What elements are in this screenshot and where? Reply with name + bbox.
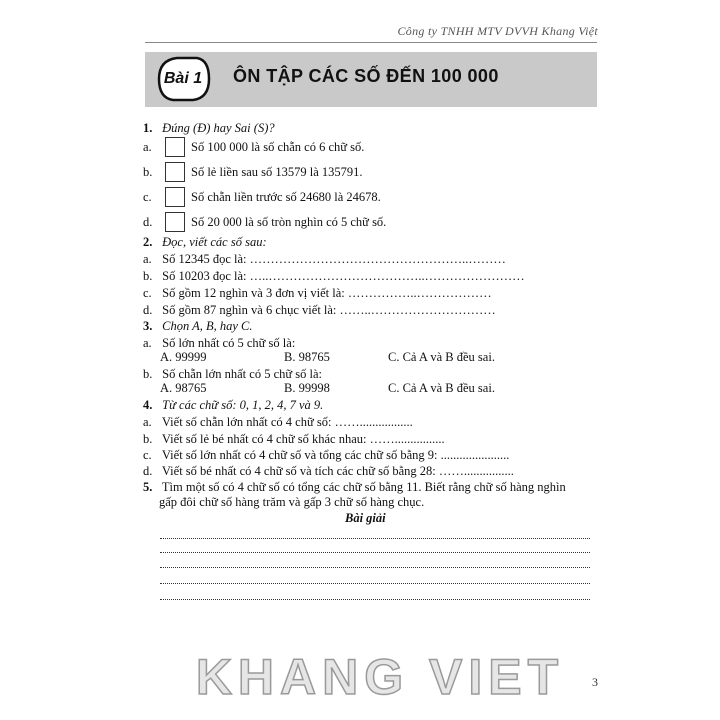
q4-item-c: c. Viết số lớn nhất có 4 chữ số và tổng các chữ số bằng 9: ...................... — [143, 448, 510, 462]
q1-heading: 1. Đúng (Đ) hay Sai (S)? — [143, 121, 275, 135]
q3b-option-c[interactable]: C. Cả A và B đều sai. — [388, 381, 495, 395]
q1-item-c: c. Số chẵn liền trước số 24680 là 24678. — [143, 188, 381, 208]
q4-heading: 4. Từ các chữ số: 0, 1, 2, 4, 7 và 9. — [143, 398, 324, 412]
q2-item-c: c. Số gồm 12 nghìn và 3 đơn vị viết là: ……………..……………… — [143, 286, 492, 300]
q3a-option-b[interactable]: B. 98765 — [284, 350, 330, 364]
answer-line[interactable] — [160, 538, 590, 539]
publisher-header: Công ty TNHH MTV DVVH Khang Việt — [397, 24, 598, 38]
q3b-option-a[interactable]: A. 98765 — [160, 381, 207, 395]
q3-heading: 3. Chọn A, B, hay C. — [143, 319, 253, 333]
answer-box[interactable] — [165, 187, 185, 207]
answer-box[interactable] — [165, 212, 185, 232]
answer-line[interactable] — [160, 567, 590, 568]
q3-item-b: b. Số chẵn lớn nhất có 5 chữ số là: — [143, 367, 323, 381]
q4-item-b: b. Viết số lẻ bé nhất có 4 chữ số khác nhau: ……................ — [143, 432, 445, 446]
q3a-option-c[interactable]: C. Cả A và B đều sai. — [388, 350, 495, 364]
lesson-title: ÔN TẬP CÁC SỐ ĐẾN 100 000 — [233, 66, 499, 86]
q1-item-a: a. Số 100 000 là số chẵn có 6 chữ số. — [143, 138, 364, 158]
answer-line[interactable] — [160, 552, 590, 553]
answer-line[interactable] — [160, 599, 590, 600]
q3b-option-b[interactable]: B. 99998 — [284, 381, 330, 395]
answer-box[interactable] — [165, 137, 185, 157]
q4-item-d: d. Viết số bé nhất có 4 chữ số và tích các chữ số bằng 28: ……................ — [143, 464, 514, 478]
q3a-option-a[interactable]: A. 99999 — [160, 350, 207, 364]
publisher-watermark: KHANG VIET — [195, 649, 565, 705]
lesson-badge-label: Bài 1 — [163, 70, 203, 87]
q2-heading: 2. Đọc, viết các số sau: — [143, 235, 267, 249]
q1-item-b: b. Số lẻ liền sau số 13579 là 135791. — [143, 163, 363, 183]
q4-item-a: a. Viết số chẵn lớn nhất có 4 chữ số: ……................. — [143, 415, 413, 429]
answer-line[interactable] — [160, 583, 590, 584]
solution-title: Bài giải — [345, 511, 386, 525]
lesson-banner — [145, 52, 597, 107]
q5-line-2: gấp đôi chữ số hàng trăm và gấp 3 chữ số hàng chục. — [159, 495, 425, 509]
q2-item-a: a. Số 12345 đọc là: ……………………………………………..……… — [143, 252, 506, 266]
q2-item-d: d. Số gồm 87 nghìn và 6 chục viết là: ……..………………………… — [143, 303, 496, 317]
q1-item-d: d. Số 20 000 là số tròn nghìn có 5 chữ số. — [143, 213, 386, 233]
lesson-badge — [153, 54, 213, 104]
q3-item-a: a. Số lớn nhất có 5 chữ số là: — [143, 336, 296, 350]
answer-box[interactable] — [165, 162, 185, 182]
q2-item-b: b. Số 10203 đọc là: …..………………………………..…………………… — [143, 269, 525, 283]
q5-line-1: 5. Tìm một số có 4 chữ số có tổng các chữ số bằng 11. Biết rằng chữ số hàng nghìn — [143, 480, 566, 494]
page-number: 3 — [592, 675, 598, 689]
header-rule — [145, 42, 597, 43]
